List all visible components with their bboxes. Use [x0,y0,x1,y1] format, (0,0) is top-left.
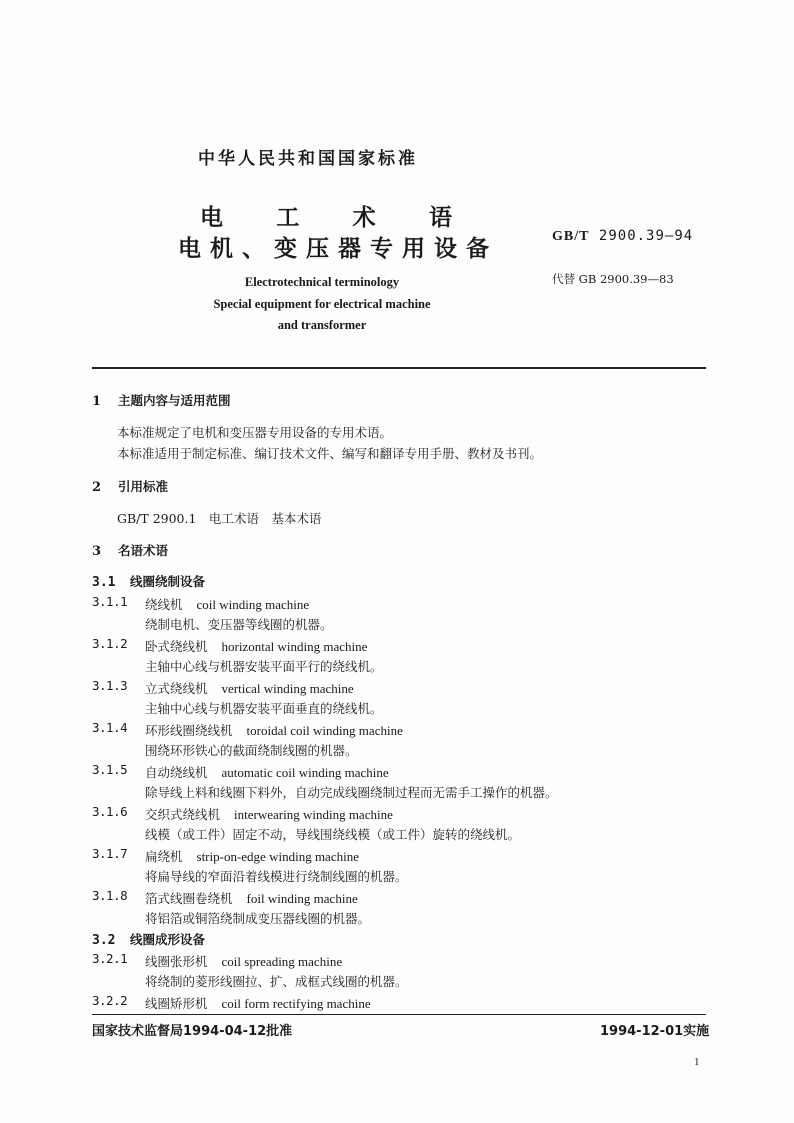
title-char: 工 [276,205,300,231]
term-number: 3.1.1 [92,594,128,609]
term-definition: 将扁导线的窄面沿着线模进行绕制线圈的机器。 [145,869,408,884]
term-en: coil winding machine [196,597,310,612]
section-heading [92,477,168,495]
term-heading [145,762,389,781]
term-number: 3.1.7 [92,846,128,861]
replaces-note: 代替 GB 2900.39—83 [552,272,674,286]
term-en: coil spreading machine [221,954,343,969]
standard-code-number: 2900.39—94 [598,228,694,244]
english-title-line: Electrotechnical terminology [244,275,400,289]
term-cn: 线圈张形机 [145,954,208,969]
term-en: automatic coil winding machine [221,765,389,780]
normative-reference: GB/T 2900.1 电工术语 基本术语 [117,511,322,526]
term-number: 3.1.8 [92,888,128,903]
header-divider [92,367,706,369]
term-heading [145,636,367,655]
effective-date: 1994-12-01实施 [600,1024,710,1039]
subsection-title: 线圈绕制设备 [130,574,206,589]
title-char: 术 [352,205,376,231]
term-cn: 箔式线圈卷绕机 [145,891,233,906]
section-heading [92,391,231,409]
section-number: 2 [92,480,102,495]
subsection-number: 3.1 [92,575,116,590]
term-definition: 围绕环形铁心的截面绕制线圈的机器。 [145,743,358,758]
term-heading [145,804,393,823]
term-en: coil form rectifying machine [221,996,371,1011]
standard-code [552,228,693,245]
term-number: 3.2.2 [92,993,128,1008]
term-definition: 线模（或工件）固定不动，导线围绕线模（或工件）旋转的绕线机。 [145,827,521,842]
term-heading [145,594,309,613]
section-number: 1 [92,394,102,409]
english-title-line: Special equipment for electrical machine [213,297,431,311]
term-number: 3.2.1 [92,951,128,966]
paragraph: 本标准适用于制定标准、编订技术文件、编写和翻译专用手册、教材及书刊。 [117,446,543,461]
term-cn: 卧式绕线机 [145,639,208,654]
national-standard-heading: 中华人民共和国国家标准 [198,149,418,169]
term-cn: 交织式绕线机 [145,807,221,822]
term-en: interwearing winding machine [234,807,393,822]
term-heading [145,993,371,1012]
term-heading [145,678,354,697]
title-char: 电 [200,205,223,231]
term-heading [145,951,342,970]
term-en: toroidal coil winding machine [246,723,403,738]
page-number: 1 [694,1056,700,1068]
title-char: 语 [428,205,452,231]
term-en: vertical winding machine [221,681,354,696]
term-cn: 绕线机 [145,597,183,612]
section-number: 3 [92,544,102,559]
approval-date: 国家技术监督局1994-04-12批准 [92,1024,293,1039]
term-heading [145,888,358,907]
term-definition: 主轴中心线与机器安装平面垂直的绕线机。 [145,701,383,716]
term-definition: 除导线上料和线圈下料外，自动完成线圈绕制过程而无需手工操作的机器。 [145,785,558,800]
term-en: foil winding machine [246,891,358,906]
section-title: 引用标准 [118,479,169,494]
paragraph: 本标准规定了电机和变压器专用设备的专用术语。 [117,425,393,440]
section-title: 主题内容与适用范围 [118,393,231,408]
term-cn: 自动绕线机 [145,765,208,780]
term-cn: 立式绕线机 [145,681,208,696]
term-number: 3.1.5 [92,762,128,777]
english-title-line: and transformer [277,318,367,332]
term-cn: 扁绕机 [145,849,183,864]
term-number: 3.1.2 [92,636,128,651]
standard-code-prefix: GB/T [552,229,590,244]
title-line-2: 电机、变压器专用设备 [178,236,498,262]
section-heading [92,541,168,559]
term-en: horizontal winding machine [221,639,368,654]
term-cn: 环形线圈绕线机 [145,723,233,738]
section-title: 名语术语 [118,543,169,558]
subsection-title: 线圈成形设备 [130,932,206,947]
term-definition: 主轴中心线与机器安装平面平行的绕线机。 [145,659,383,674]
term-cn: 线圈矫形机 [145,996,208,1011]
title-line-1 [200,199,452,232]
term-heading [145,846,359,865]
term-definition: 将铝箔或铜箔绕制成变压器线圈的机器。 [145,911,371,926]
subsection-heading [92,930,205,948]
subsection-number: 3.2 [92,933,116,948]
term-definition: 绕制电机、变压器等线圈的机器。 [145,617,333,632]
term-number: 3.1.4 [92,720,128,735]
term-en: strip-on-edge winding machine [196,849,359,864]
subsection-heading [92,572,205,590]
term-number: 3.1.6 [92,804,128,819]
footer-divider [92,1014,706,1015]
term-heading [145,720,403,739]
term-definition: 将绕制的菱形线圈拉、扩、成框式线圈的机器。 [145,974,408,989]
term-number: 3.1.3 [92,678,128,693]
